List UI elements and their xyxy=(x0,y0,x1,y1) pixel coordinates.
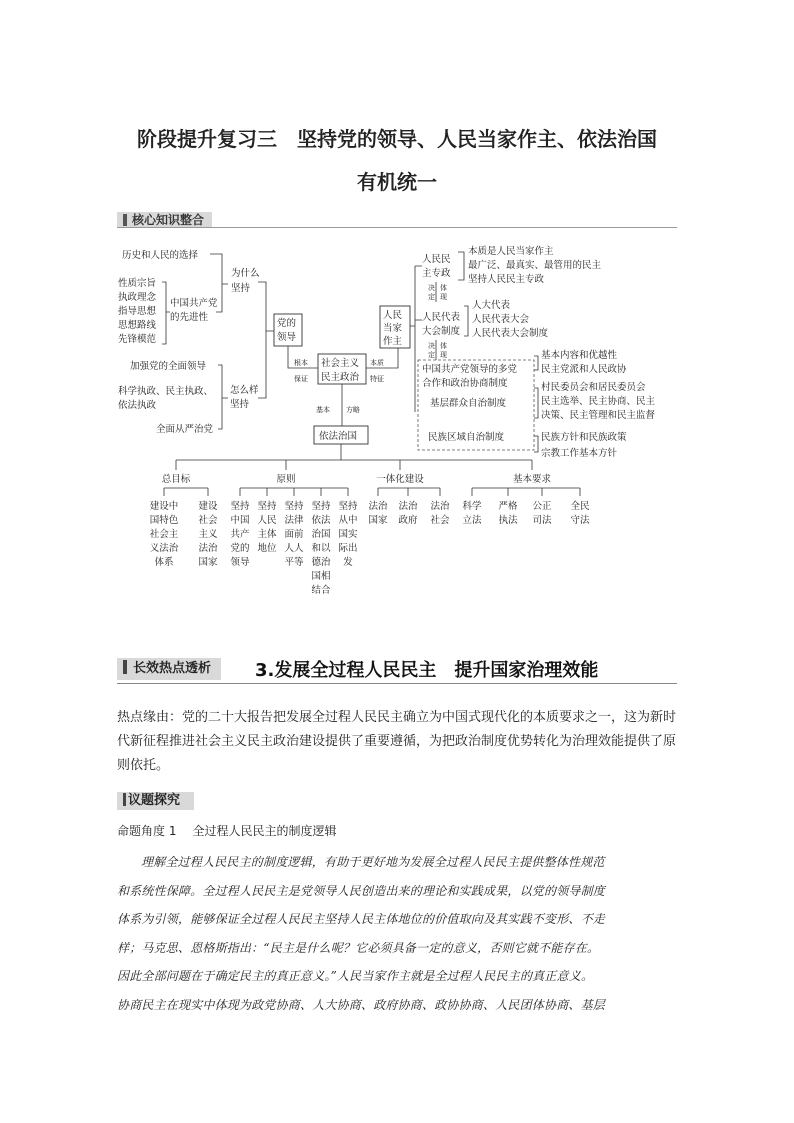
angle-title: 全过程人民民主的制度逻辑 xyxy=(192,824,337,838)
tree-cell: 法治 xyxy=(430,501,450,512)
tree-cell: 国家 xyxy=(198,557,218,568)
party-box-2: 领导 xyxy=(277,332,297,343)
section-divider xyxy=(117,227,677,228)
tree-cell: 法治 xyxy=(198,543,218,554)
reason-history: 历史和人民的选择 xyxy=(122,250,199,261)
system1-item-2: 民主党派和人民政协 xyxy=(541,364,627,375)
topic-inquiry-bar xyxy=(117,789,194,810)
tree-cell: 坚持 xyxy=(257,501,277,512)
tree-cell: 法治 xyxy=(398,501,418,512)
npc-2: 大会制度 xyxy=(422,326,461,337)
dict-item-1: 本质是人民当家作主 xyxy=(468,246,554,257)
reason-concept: 执政理念 xyxy=(118,292,157,303)
people-box-2: 当家 xyxy=(383,323,403,334)
branch-integration: 一体化建设 xyxy=(376,474,424,485)
tree-cell: 治国 xyxy=(311,529,331,540)
reason-nature: 性质宗旨 xyxy=(118,278,157,289)
system2: 基层群众自治制度 xyxy=(430,398,507,409)
decide-3: 决 xyxy=(428,342,435,350)
body-line: 因此全部问题在于确定民主的真正意义。”人民当家作主就是全过程人民民主的真正意义。 xyxy=(117,969,594,983)
tree-cell: 守法 xyxy=(570,515,590,526)
why-1: 为什么 xyxy=(231,268,260,279)
conn-strategy: 方略 xyxy=(346,406,360,414)
branch-principle: 原则 xyxy=(276,474,296,485)
tree-cell: 司法 xyxy=(532,515,552,526)
reason-guiding: 指导思想 xyxy=(118,306,157,317)
embody-2: 现 xyxy=(440,293,447,301)
branch-requirement: 基本要求 xyxy=(512,474,552,485)
tree-cell: 国家 xyxy=(368,515,388,526)
section-core-knowledge xyxy=(117,212,677,228)
tree-cell: 全民 xyxy=(570,501,590,512)
section-core-label: 核心知识整合 xyxy=(117,212,212,228)
conn-feature: 特征 xyxy=(370,375,384,383)
tree-cell: 公正 xyxy=(532,501,552,512)
people-box-1: 人民 xyxy=(383,310,403,321)
embody-4: 现 xyxy=(440,351,447,359)
system3-item-1: 民族方针和民族政策 xyxy=(541,432,627,443)
conn-guarantee: 保证 xyxy=(294,375,308,383)
reason-line: 思想路线 xyxy=(118,320,157,331)
tree-cell: 中国 xyxy=(230,515,250,526)
system1-1: 中国共产党领导的多党 xyxy=(422,364,518,375)
tree-cell: 德治 xyxy=(311,557,331,568)
how-item-3: 依法执政 xyxy=(118,400,157,411)
embody-1: 体 xyxy=(440,284,447,292)
tree-columns xyxy=(150,500,590,596)
dict-item-3: 坚持人民民主专政 xyxy=(468,274,545,285)
how-item-2: 科学执政、民主执政、 xyxy=(118,386,214,397)
tree-cell: 共产 xyxy=(230,529,250,540)
system2-item-2: 民主选举、民主协商、民主 xyxy=(541,396,656,407)
system2-item-1: 村民委员会和居民委员会 xyxy=(541,382,646,393)
tree-cell: 坚持 xyxy=(311,501,331,512)
tree-cell: 依法 xyxy=(311,515,331,526)
tree-cell: 坚持 xyxy=(338,501,358,512)
tree-cell: 人人 xyxy=(284,543,304,554)
system2-item-3: 决策、民主管理和民主监督 xyxy=(541,410,656,421)
page-title-line2: 有机统一 xyxy=(357,170,437,194)
tree-cell: 国特色 xyxy=(149,515,179,526)
conn-basic: 基本 xyxy=(316,406,330,414)
npc-item-1: 人大代表 xyxy=(472,300,511,311)
body-line: 协商民主在现实中体现为政党协商、人大协商、政府协商、政协协商、人民团体协商、基层 xyxy=(117,997,606,1012)
tree-cell: 社会 xyxy=(430,515,450,526)
reason-model: 先锋模范 xyxy=(118,334,157,345)
npc-item-3: 人民代表大会制度 xyxy=(472,328,549,339)
tree-cell: 人民 xyxy=(257,515,277,526)
tree-cell: 坚持 xyxy=(284,501,304,512)
tree-cell: 政府 xyxy=(398,515,418,526)
tree-cell: 社会 xyxy=(198,515,218,526)
decide-1: 决 xyxy=(428,284,435,292)
body-line: 体系为引领，能够保证全过程人民民主坚持人民主体地位的价值取向及其实践不变形、不走 xyxy=(117,912,606,926)
hot-topic-tag: 长效热点透析 xyxy=(117,658,221,680)
topic-inquiry-tag: 议题探究 xyxy=(117,792,194,810)
tree-cell: 义法治 xyxy=(149,543,179,554)
system1-item-1: 基本内容和优越性 xyxy=(541,350,618,361)
system3: 民族区域自治制度 xyxy=(428,432,505,443)
system3-item-2: 宗教工作基本方针 xyxy=(541,448,618,459)
conn-root: 根本 xyxy=(294,359,308,367)
tree-cell: 建设 xyxy=(198,501,218,512)
tree-cell: 发 xyxy=(343,557,353,568)
cpc-advanced-2: 的先进性 xyxy=(170,312,209,323)
rule-of-law-label: 依法治国 xyxy=(319,431,358,442)
tree-cell: 坚持 xyxy=(230,501,250,512)
tree-cell: 社会主 xyxy=(149,529,179,540)
tree-cell: 体系 xyxy=(154,557,174,568)
conn-essence: 本质 xyxy=(370,359,384,367)
hot-topic-heading: 3.发展全过程人民民主 提升国家治理效能 xyxy=(255,660,599,681)
tree-cell: 国实 xyxy=(338,529,358,540)
hot-topic-reason: 热点缘由：党的二十大报告把发展全过程人民民主确立为中国式现代化的本质要求之一，这为新时代新征程推进社会主义民主政治建设提供了重要遵循，为把政治制度优势转化为治理效能提供了原则依托。 xyxy=(117,710,677,773)
how-1: 怎么样 xyxy=(230,385,259,396)
tree-cell: 和以 xyxy=(311,543,331,554)
decide-2: 定 xyxy=(428,293,435,301)
cpc-advanced-1: 中国共产党 xyxy=(170,298,218,309)
tree-cell: 从中 xyxy=(338,515,358,526)
how-2: 坚持 xyxy=(230,399,250,410)
people-box-3: 作主 xyxy=(383,336,403,347)
how-item-1: 加强党的全面领导 xyxy=(130,361,207,372)
branch-goal: 总目标 xyxy=(161,474,191,485)
tree-cell: 主义 xyxy=(198,529,218,540)
npc-1: 人民代表 xyxy=(422,312,461,323)
dict-item-2: 最广泛、最真实、最管用的民主 xyxy=(468,260,602,271)
tree-cell: 平等 xyxy=(284,557,304,568)
dictatorship-2: 主专政 xyxy=(422,268,451,279)
body-line: 样；马克思、恩格斯指出：“民主是什么呢？它必须具备一定的意义，否则它就不能存在。 xyxy=(117,940,600,955)
page-title: 阶段提升复习三 坚持党的领导、人民当家作主、依法治国 xyxy=(137,127,657,151)
center-box-2: 民主政治 xyxy=(321,372,360,383)
tree-cell: 建设中 xyxy=(149,501,179,512)
tree-cell: 地位 xyxy=(257,543,277,554)
tree-cell: 科学 xyxy=(462,501,482,512)
party-box-1: 党的 xyxy=(277,318,297,329)
tree-cell: 执法 xyxy=(498,515,518,526)
tree-cell: 际出 xyxy=(338,543,358,554)
tree-cell: 国相 xyxy=(311,571,331,582)
knowledge-diagram xyxy=(110,236,680,606)
angle-label: 命题角度 1 xyxy=(117,824,177,838)
why-2: 坚持 xyxy=(231,283,251,294)
tree-cell: 法治 xyxy=(368,501,388,512)
tree-cell: 立法 xyxy=(462,515,482,526)
tree-cell: 法律 xyxy=(284,515,304,526)
tree-cell: 面前 xyxy=(284,529,304,540)
body-line: 理解全过程人民民主的制度逻辑，有助于更好地为发展全过程人民民主提供整体性规范 xyxy=(141,855,605,869)
tree-cell: 党的 xyxy=(230,543,250,554)
hot-topic-divider xyxy=(117,683,677,684)
how-item-4: 全面从严治党 xyxy=(156,424,214,435)
proposition-angle xyxy=(117,822,336,839)
tree-cell: 领导 xyxy=(230,557,250,568)
body-paragraph xyxy=(117,848,679,1019)
center-box-1: 社会主义 xyxy=(321,358,360,369)
npc-item-2: 人民代表大会 xyxy=(472,314,530,325)
body-line: 和系统性保障。全过程人民民主是党领导人民创造出来的理论和实践成果，以党的领导制度 xyxy=(117,883,606,898)
tree-cell: 结合 xyxy=(311,585,331,596)
system1-2: 合作和政治协商制度 xyxy=(422,378,508,389)
dictatorship-1: 人民民 xyxy=(422,254,451,265)
tree-cell: 主体 xyxy=(257,529,277,540)
embody-3: 体 xyxy=(440,342,447,350)
decide-4: 定 xyxy=(428,351,435,359)
tree-cell: 严格 xyxy=(498,501,518,512)
hot-topic-bar xyxy=(117,656,677,684)
